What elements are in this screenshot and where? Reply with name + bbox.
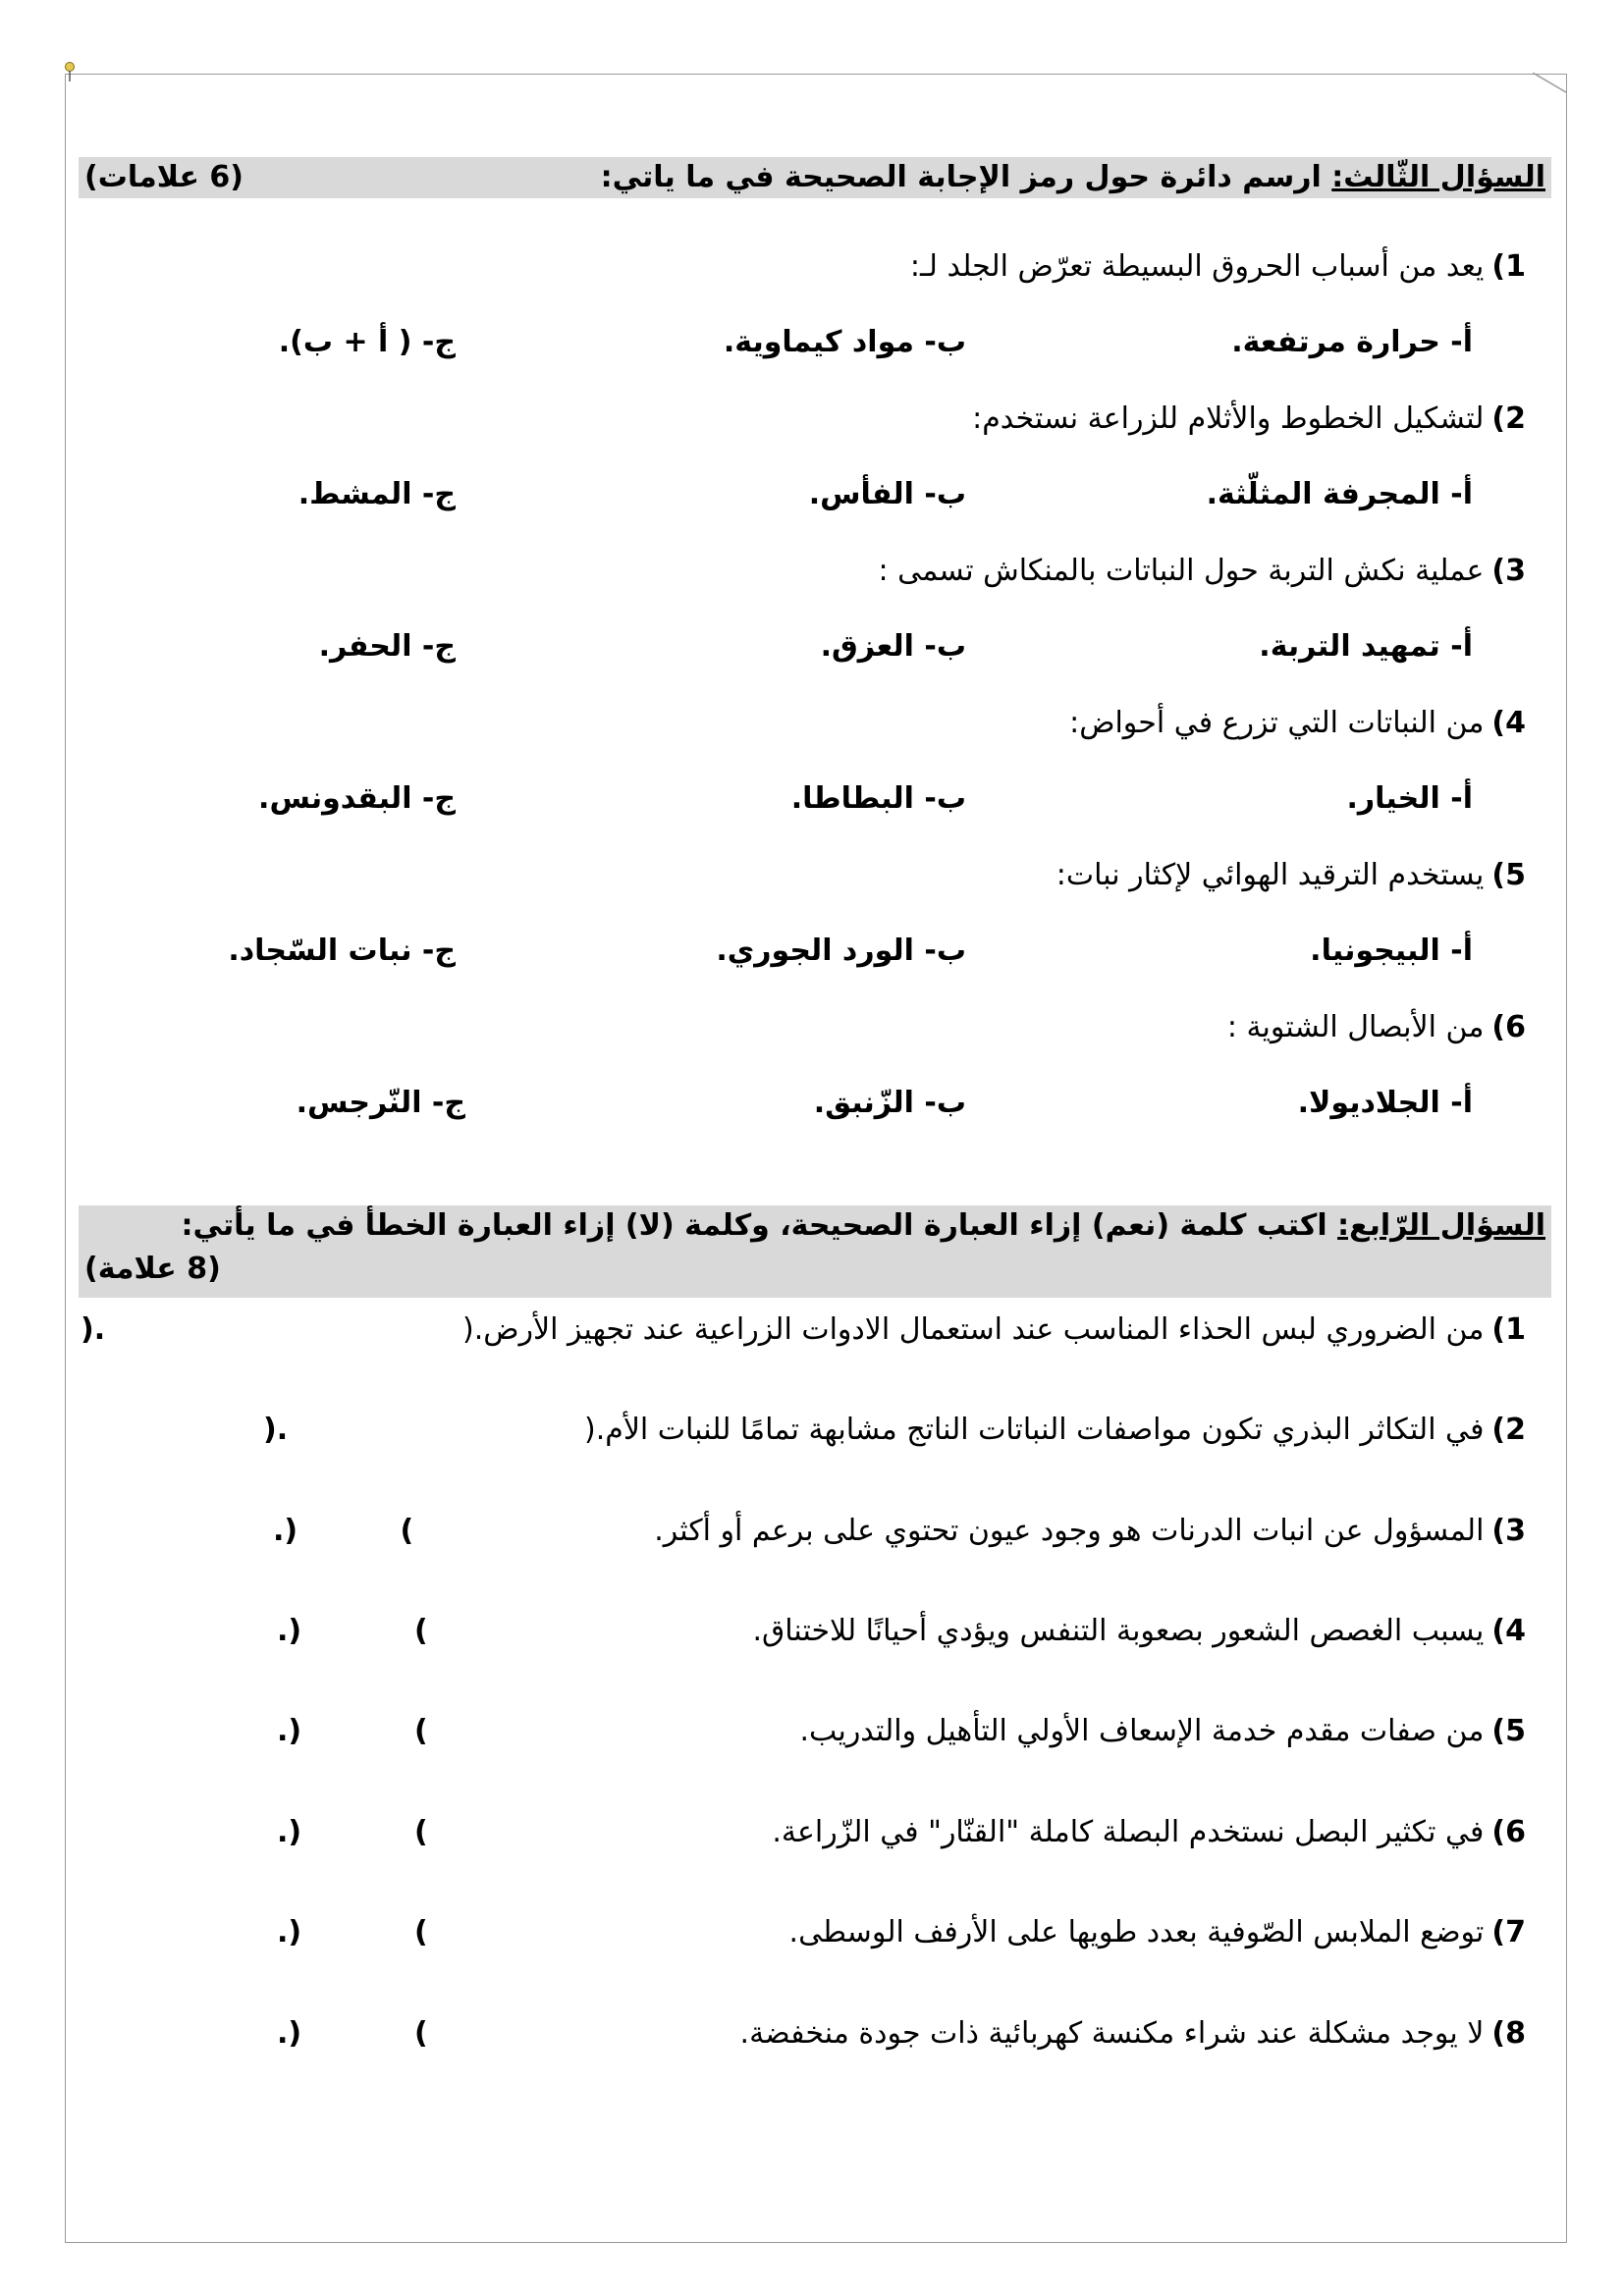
question-4-instruction: اكتب كلمة (نعم) إزاء العبارة الصحيحة، وكلمة (لا) إزاء العبارة الخطأ في ما يأتي: <box>181 1208 1338 1243</box>
q3-item-6-option-a[interactable]: أ- الجلاديولا. <box>1297 1086 1473 1120</box>
q4-item-5-text: من صفات مقدم خدمة الإسعاف الأولي التأهيل والتدريب. <box>799 1714 1485 1748</box>
page-corner-fold-icon <box>1533 73 1568 94</box>
question-3-header <box>79 157 1551 198</box>
q3-item-1-number: 1) <box>1491 249 1526 284</box>
q4-item-3-text: المسؤول عن انبات الدرنات هو وجود عيون تحتوي على برعم أو أكثر. <box>654 1514 1485 1548</box>
q3-item-4-text: من النباتات التي تزرع في أحواض: <box>1069 706 1485 740</box>
q4-item-8-text: لا يوجد مشكلة عند شراء مكنسة كهربائية ذات جودة منخفضة. <box>739 2016 1485 2051</box>
q4-item-6-answer-blank[interactable]: .) ( <box>277 1815 428 1849</box>
q3-item-2-option-b[interactable]: ب- الفأس. <box>808 477 966 511</box>
q4-item-7 <box>789 1911 1526 1954</box>
q4-item-1-text: من الضروري لبس الحذاء المناسب عند استعمال الادوات الزراعية عند تجهيز الأرض.( <box>462 1312 1485 1347</box>
q4-item-6 <box>772 1811 1526 1854</box>
q3-item-3-option-c[interactable]: ج- الحفر. <box>318 629 456 664</box>
q3-item-1-text: يعد من أسباب الحروق البسيطة تعرّض الجلد لـ: <box>909 249 1485 284</box>
question-4-title <box>181 1205 1545 1247</box>
q3-item-5-option-c[interactable]: ج- نبات السّجاد. <box>228 934 456 968</box>
q4-item-2 <box>584 1409 1526 1452</box>
q4-item-2-number: 2) <box>1491 1413 1526 1447</box>
question-4-label: السؤال الرّابع: <box>1337 1208 1545 1243</box>
question-4-marks: (8 علامة) <box>84 1252 221 1286</box>
q4-item-7-text: توضع الملابس الصّوفية بعدد طويها على الأرفف الوسطى. <box>788 1915 1485 1949</box>
q4-item-8 <box>740 2012 1526 2056</box>
q3-item-6-option-b[interactable]: ب- الزّنبق. <box>813 1086 966 1120</box>
q4-item-8-answer-blank[interactable]: .) ( <box>277 2016 428 2051</box>
q4-item-3-number: 3) <box>1491 1514 1526 1548</box>
q3-item-2-option-c[interactable]: ج- المشط. <box>298 477 456 511</box>
q3-item-2-number: 2) <box>1491 401 1526 436</box>
q3-item-3-option-b[interactable]: ب- العزق. <box>820 629 966 664</box>
q4-item-7-answer-blank[interactable]: .) ( <box>277 1915 428 1949</box>
q3-item-3-stem <box>878 550 1526 593</box>
q4-item-4-number: 4) <box>1491 1614 1526 1648</box>
q4-item-4 <box>752 1610 1526 1653</box>
q3-item-1-option-b[interactable]: ب- مواد كيماوية. <box>723 325 966 359</box>
q3-item-2-option-a[interactable]: أ- المجرفة المثلّثة. <box>1206 477 1473 511</box>
q4-item-4-text: يسبب الغصص الشعور بصعوبة التنفس ويؤدي أحيانًا للاختناق. <box>752 1614 1485 1648</box>
q3-item-4-number: 4) <box>1491 706 1526 740</box>
q4-item-6-number: 6) <box>1491 1815 1526 1849</box>
q4-item-4-answer-blank[interactable]: .) ( <box>277 1614 428 1648</box>
q3-item-6-number: 6) <box>1491 1010 1526 1044</box>
q3-item-1-option-c[interactable]: ج- ( أ + ب). <box>278 325 456 359</box>
q4-item-2-text: في التكاثر البذري تكون مواصفات النباتات الناتج مشابهة تمامًا للنبات الأم.( <box>584 1413 1485 1447</box>
q4-item-1-number: 1) <box>1491 1312 1526 1347</box>
q3-item-1-stem <box>910 245 1526 289</box>
question-3-marks: (6 علامات) <box>84 160 244 194</box>
q3-item-3-option-a[interactable]: أ- تمهيد التربة. <box>1259 629 1473 664</box>
q4-item-5-number: 5) <box>1491 1714 1526 1748</box>
q3-item-3-number: 3) <box>1491 554 1526 588</box>
q3-item-5-text: يستخدم الترقيد الهوائي لإكثار نبات: <box>1056 858 1485 892</box>
q3-item-4-option-c[interactable]: ج- البقدونس. <box>258 781 456 816</box>
question-3-title <box>601 157 1545 198</box>
q4-item-5-answer-blank[interactable]: .) ( <box>277 1714 428 1748</box>
q4-item-8-number: 8) <box>1491 2016 1526 2051</box>
q3-item-2-stem <box>972 398 1526 441</box>
q3-item-5-option-a[interactable]: أ- البيجونيا. <box>1310 934 1473 968</box>
q3-item-3-text: عملية نكش التربة حول النباتات بالمنكاش تسمى : <box>878 554 1485 588</box>
q3-item-6-stem <box>1227 1006 1526 1049</box>
q3-item-5-option-b[interactable]: ب- الورد الجوري. <box>716 934 966 968</box>
pin-icon <box>61 61 79 82</box>
q4-item-5 <box>799 1710 1526 1753</box>
q3-item-1-option-a[interactable]: أ- حرارة مرتفعة. <box>1231 325 1473 359</box>
q4-item-3-answer-blank[interactable]: .) ( <box>273 1514 435 1548</box>
q3-item-4-stem <box>1069 702 1526 745</box>
q4-item-6-text: في تكثير البصل نستخدم البصلة كاملة "القنّار" في الزّراعة. <box>772 1815 1485 1849</box>
question-3-instruction: ارسم دائرة حول رمز الإجابة الصحيحة في ما ياتي: <box>600 160 1332 194</box>
q4-item-7-number: 7) <box>1491 1915 1526 1949</box>
q3-item-4-option-a[interactable]: أ- الخيار. <box>1346 781 1473 816</box>
q4-item-3 <box>654 1510 1526 1553</box>
q3-item-5-stem <box>1056 854 1526 897</box>
question-4-header <box>79 1205 1551 1298</box>
q3-item-2-text: لتشكيل الخطوط والأثلام للزراعة نستخدم: <box>972 401 1485 436</box>
q3-item-6-option-c[interactable]: ج- النّرجس. <box>296 1086 465 1120</box>
q3-item-5-number: 5) <box>1491 858 1526 892</box>
question-3-label: السؤال الثّالث: <box>1331 160 1545 194</box>
q4-item-1 <box>462 1308 1526 1352</box>
q3-item-4-option-b[interactable]: ب- البطاطا. <box>790 781 966 816</box>
q4-item-1-answer-blank[interactable]: ). <box>81 1312 198 1347</box>
q3-item-6-text: من الأبصال الشتوية : <box>1226 1010 1485 1044</box>
q4-item-2-answer-blank[interactable]: ). <box>263 1413 391 1447</box>
